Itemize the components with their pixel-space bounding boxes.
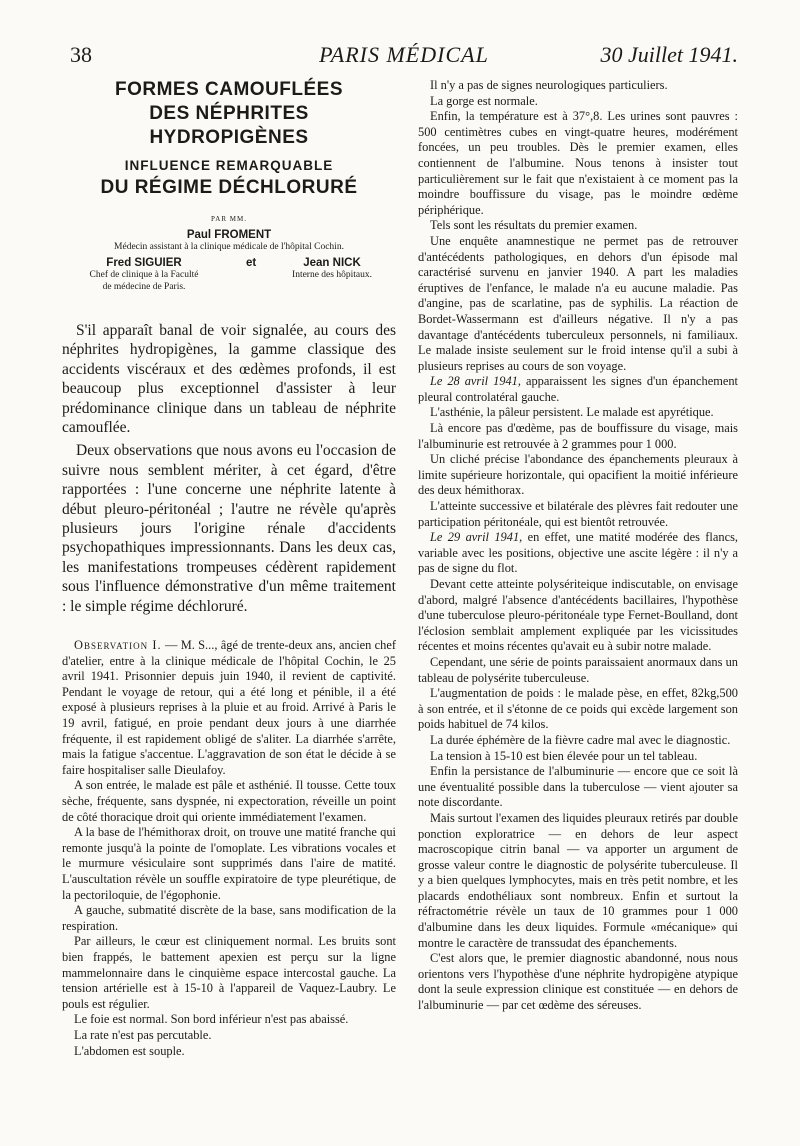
- body-paragraph: L'abdomen est souple.: [74, 1043, 185, 1058]
- body-paragraph: La tension à 15-10 est bien élevée pour un tel tableau.: [430, 748, 698, 763]
- abstract: [62, 321, 396, 616]
- body-paragraph: [418, 530, 738, 577]
- body-paragraph: Mais surtout l'examen des liquides pleuraux retirés par double ponction exploratrice — en dehors de leur aspect macroscopique citrin banal — va apporter un argument de grosse valeur contre le diagnostic de polysérite tuberculeuse. Il y a bien quelques lymphocytes, mais en très petit nombre, et les placards endothéliaux sont nombreux. Enfin et surtout la réfractométrie révèle un taux de 10 grammes pour 1 000 d'albumine dans les deux liquides. Formule «mécanique» qui montre le caractère de transsudat des épanchements.: [418, 810, 738, 950]
- body-paragraph: [62, 638, 396, 778]
- co-author: [64, 257, 224, 293]
- observation-text: — M. S..., âgé de trente-deux ans, ancien chef d'atelier, entre à la clinique médicale de l'hôpital Cochin, le 25 avril 1941. Prisonnier depuis juin 1940, il revient de captivité. Pendant le voyage de retour, qui a été long et pénible, il a été exposé à plusieurs reprises à la pluie et au froid. Arrivé à Paris le 19 avril, fatigué, en proie pendant deux jours à une diarrhée fréquente, il est rapidement obligé de s'aliter. La diarrhée s'arrête, mais la fatigue s'accentue. L'aggravation de son état le décide à se faire hospitaliser salle Dieulafoy.: [62, 638, 396, 777]
- body-paragraph: La gorge est normale.: [430, 93, 538, 108]
- author-affiliation: Interne des hôpitaux.: [292, 270, 372, 280]
- body-paragraph: Là encore pas d'œdème, pas de bouffissure du visage, mais l'albuminurie est retrouvée à 2 grammes pour 1 000.: [418, 421, 738, 451]
- body-paragraph: La rate n'est pas percutable.: [74, 1027, 212, 1042]
- body-paragraph: Le foie est normal. Son bord inférieur n'est pas abaissé.: [74, 1012, 349, 1027]
- author-affiliation: Chef de clinique à la Faculté: [89, 270, 199, 280]
- body-paragraph: Enfin la persistance de l'albuminurie — encore que ce soit là une éventualité possible dans la tuberculose — vient ajouter sa note discordante.: [418, 764, 738, 810]
- paragraph-text: , en effet, une matité modérée des flancs, variable avec les positions, objective une ascite légère : il n'y a pas de signe du flot.: [418, 530, 738, 576]
- observation-label: Observation I.: [74, 638, 162, 653]
- abstract-paragraph: Deux observations que nous avons eu l'occasion de suivre nous semblent mériter, à cet égard, d'être rapportées : l'une concerne une néphrite latente à début pleuro-péritonéal ; l'autre ne révèle qu'après plusieurs jours l'origine rénale d'accidents psychopathiques impressionnants. Dans les deux cas, les manifestations trompeuses cédèrent rapidement sous l'influence démonstrative d'un même traitement : le simple régime déchloruré.: [62, 442, 396, 615]
- body-paragraph: L'augmentation de poids : le malade pèse, en effet, 82kg,500 à son entrée, et il s'étonne de ce poids qui excède largement son poids habituel de 74 kilos.: [418, 686, 738, 732]
- co-author: [262, 257, 402, 281]
- body-paragraph: Tels sont les résultats du premier examen.: [430, 218, 638, 233]
- abstract-paragraph: S'il apparaît banal de voir signalée, au cours des néphrites hydropigènes, la gamme classique des accidents viscéraux et des œdèmes profonds, il est beaucoup plus exceptionnel d'assister à leur prédominance clinique dans un tableau de néphrite camouflée.: [62, 322, 396, 437]
- right-column: [418, 78, 738, 1014]
- author-conjunction: et: [246, 257, 257, 269]
- article-subtitle-main: DU RÉGIME DÉCHLORURÉ: [100, 177, 358, 198]
- body-paragraph: A la base de l'hémithorax droit, on trouve une matité franche qui remonte jusqu'à la pointe de l'omoplate. Les vibrations vocales et le murmure vésiculaire sont supprimés dans l'aire de matité. L'auscultation révèle un souffle expiratoire de type pleurétique, de la pectoriloquie, de l'égophonie.: [62, 825, 396, 902]
- body-paragraph: Par ailleurs, le cœur est cliniquement normal. Les bruits sont bien frappés, le battement apexien est perçu sur la ligne mammelonnaire dans le cinquième espace intercostal gauche. La tension artérielle est à 15-10 à l'appareil de Vaquez-Laubry. Le pouls est régulier.: [62, 934, 396, 1011]
- body-paragraph: Cependant, une série de points paraissaient anormaux dans un tableau de polysérite tuberculeuse.: [418, 654, 738, 685]
- paragraph-text: , apparaissent les signes d'un épanchement pleural controlatéral gauche.: [418, 374, 738, 404]
- body-paragraph: A son entrée, le malade est pâle et asthénié. Il tousse. Cette toux sèche, fréquente, sans dyspnée, ni expectoration, réveille un point de côté thoracique droit qui oriente immédiatement l'examen.: [62, 778, 396, 824]
- observation-section: [62, 638, 396, 1059]
- article-subtitle: INFLUENCE REMARQUABLE: [124, 158, 334, 173]
- journal-title: PARIS MÉDICAL: [319, 42, 489, 67]
- left-column: [62, 78, 396, 1059]
- body-paragraph: Un cliché précise l'abondance des épanchements pleuraux à limite supérieure horizontale, qui opacifient la moitié inférieure des deux hémithorax.: [418, 452, 738, 498]
- author-affiliation: de médecine de Paris.: [102, 282, 186, 292]
- body-paragraph: L'atteinte successive et bilatérale des plèvres fait redouter une participation péritonéale, qui est bientôt retrouvée.: [418, 499, 738, 529]
- body-paragraph: Devant cette atteinte polysériteique indiscutable, on envisage d'abord, malgré l'absence d'antécédents bacillaires, l'hypothèse d'une tuberculose pleuro-péritonéale type Fernet-Boulland, dont l'éclosion semblait amplement expliquée par les vicissitudes récentes et moins récentes qu'avait eu à subir notre malade.: [418, 577, 738, 654]
- author-name: Paul FROMENT: [186, 229, 272, 241]
- author-affiliation: Médecin assistant à la clinique médicale de l'hôpital Cochin.: [114, 242, 344, 252]
- body-paragraph: Enfin, la température est à 37°,8. Les urines sont pauvres : 500 centimètres cubes en vingt-quatre heures, modérément foncées, un peu troubles. Dès le premier examen, elles contiennent de l'albumine. Nous tenons à insister tout particulièrement sur le fait que n'existaient à ce moment pas la moindre bouffissure du visage, pas le moindre œdème périphérique.: [418, 109, 738, 217]
- title-line: HYDROPIGÈNES: [149, 127, 309, 148]
- body-paragraph: Une enquête anamnestique ne permet pas de retrouver d'antécédents pathologiques, en dehors d'un épisode mal caractérisé survenu en janvier 1940. A part les maladies éruptives de l'enfance, le malade n'a eu aucune maladie. Pas d'angine, pas de scarlatine, pas de syphilis. La réaction de Bordet-Wassermann est d'ailleurs négative. Il n'y a pas davantage d'antécédents tuberculeux personnels, ni familiaux. Le malade insiste seulement sur le froid intense qu'il a subi à plusieurs reprises au cours de son voyage.: [418, 233, 738, 373]
- body-paragraph: A gauche, submatité discrète de la base, sans modification de la respiration.: [62, 903, 396, 933]
- running-head: [70, 42, 738, 72]
- body-paragraph: L'asthénie, la pâleur persistent. Le malade est apyrétique.: [430, 405, 714, 420]
- co-authors: [62, 257, 396, 303]
- article-title: [62, 78, 396, 150]
- author-name: Fred SIGUIER: [106, 257, 182, 269]
- body-paragraph: Il n'y a pas de signes neurologiques particuliers.: [430, 78, 668, 92]
- byline-prefix: PAR MM.: [211, 215, 247, 223]
- body-paragraph: C'est alors que, le premier diagnostic abandonné, nous nous orientons vers l'hypothèse d'une néphrite hydropigène atypique dont la seule expression clinique est constituée — en dehors de l'albuminurie — par cet œdème des séreuses.: [418, 951, 738, 1013]
- date-phrase: Le 28 avril 1941: [430, 374, 518, 389]
- page-number: 38: [70, 42, 92, 67]
- issue-date: 30 Juillet 1941.: [600, 42, 738, 67]
- title-line: DES NÉPHRITES: [149, 103, 309, 124]
- body-paragraph: [418, 374, 738, 405]
- date-phrase: Le 29 avril 1941: [430, 530, 520, 545]
- title-line: FORMES CAMOUFLÉES: [114, 79, 344, 100]
- author-name: Jean NICK: [303, 257, 361, 269]
- body-paragraph: La durée éphémère de la fièvre cadre mal avec le diagnostic.: [430, 732, 731, 747]
